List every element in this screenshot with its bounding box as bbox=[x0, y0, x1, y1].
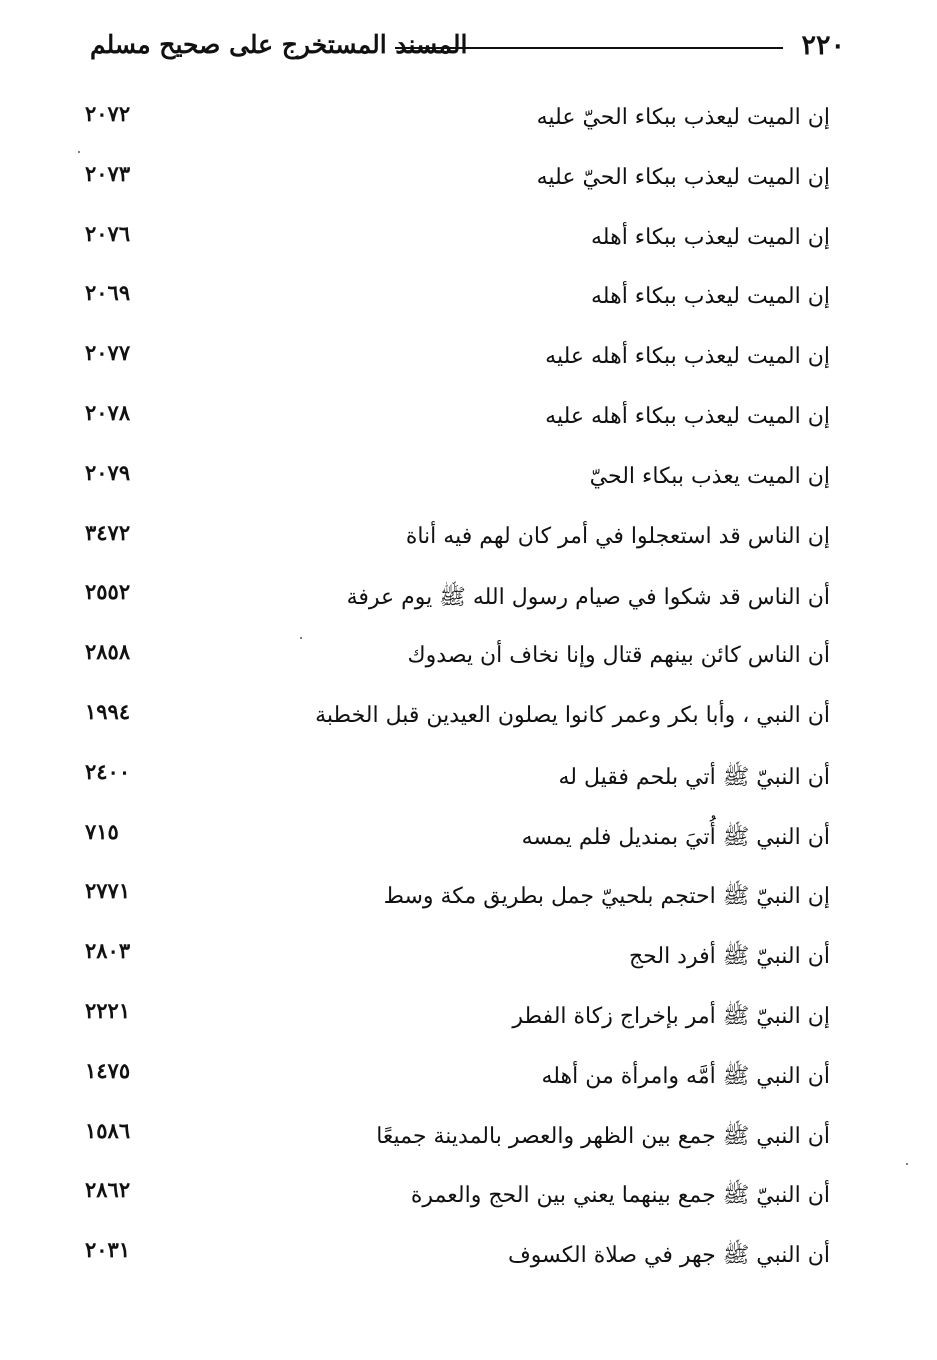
entry-text: أن النبي ﷺ جمع بين الظهر والعصر بالمدينة جميعًا bbox=[376, 1123, 830, 1149]
entry-text: إن الميت يعذب ببكاء الحيّ bbox=[589, 463, 830, 489]
entry-reference-number: ٢٠٣١ bbox=[85, 1237, 131, 1263]
entry-text: أن النبيّ ﷺ أفرد الحج bbox=[628, 944, 830, 970]
entry-reference-number: ٢٧٧١ bbox=[85, 878, 131, 904]
index-entry bbox=[85, 215, 830, 275]
entry-text: أن الناس قد شكوا في صيام رسول الله ﷺ يوم عرفة bbox=[346, 585, 830, 611]
entry-text: إن الميت ليعذب ببكاء أهله bbox=[591, 284, 830, 310]
entry-reference-number: ٢٨٦٢ bbox=[85, 1177, 131, 1203]
index-entry bbox=[85, 573, 830, 633]
entry-reference-number: ٢٥٥٢ bbox=[85, 579, 131, 605]
entry-reference-number: ١٥٨٦ bbox=[85, 1117, 131, 1143]
index-entry bbox=[85, 334, 830, 394]
index-entry bbox=[85, 514, 830, 574]
index-entry bbox=[85, 813, 830, 873]
page-number: ٢٢٠ bbox=[801, 30, 845, 61]
entry-reference-number: ٢٤٠٠ bbox=[85, 758, 131, 784]
entry-reference-number: ٣٤٧٢ bbox=[85, 519, 131, 545]
index-entry bbox=[85, 992, 830, 1052]
book-title: المسند المستخرج على صحيح مسلم bbox=[90, 30, 468, 59]
entry-text: إن الميت ليعذب ببكاء الحيّ عليه bbox=[536, 164, 830, 190]
index-entry bbox=[85, 454, 830, 514]
scan-speck bbox=[78, 151, 80, 153]
entry-reference-number: ٢٠٧٦ bbox=[85, 220, 131, 246]
entry-reference-number: ٢٠٧٩ bbox=[85, 459, 131, 485]
scan-speck bbox=[300, 637, 302, 639]
index-entry bbox=[85, 872, 830, 932]
entry-text: إن الناس قد استعجلوا في أمر كان لهم فيه أناة bbox=[405, 523, 830, 549]
entry-text: إن الميت ليعذب ببكاء أهله عليه bbox=[545, 344, 830, 370]
entry-text: إن الميت ليعذب ببكاء أهله bbox=[591, 224, 830, 250]
index-entry bbox=[85, 1171, 830, 1231]
running-header bbox=[90, 28, 845, 68]
entry-reference-number: ٢٠٦٩ bbox=[85, 280, 131, 306]
index-entry bbox=[85, 753, 830, 813]
index-entry bbox=[85, 1231, 830, 1291]
entry-reference-number: ٢٢٢١ bbox=[85, 997, 131, 1023]
entry-text: إن النبيّ ﷺ احتجم بلحييّ جمل بطريق مكة وسط bbox=[383, 884, 830, 910]
index-entry bbox=[85, 155, 830, 215]
entry-text: أن النبي ﷺ جهر في صلاة الكسوف bbox=[507, 1243, 830, 1269]
entry-text: إن النبيّ ﷺ أمر بإخراج زكاة الفطر bbox=[512, 1003, 830, 1029]
entry-text: إن الميت ليعذب ببكاء أهله عليه bbox=[545, 403, 830, 429]
index-entry bbox=[85, 633, 830, 693]
scan-speck bbox=[906, 1163, 908, 1165]
index-entry bbox=[85, 1052, 830, 1112]
entry-text: إن الميت ليعذب ببكاء الحيّ عليه bbox=[536, 105, 830, 130]
entry-reference-number: ٢٠٧٣ bbox=[85, 160, 131, 186]
entry-text: أن النبي ﷺ أُتيَ بمنديل فلم يمسه bbox=[521, 824, 830, 850]
entry-reference-number: ٧١٥ bbox=[85, 818, 119, 844]
entry-reference-number: ٢٨٥٨ bbox=[85, 639, 131, 665]
index-list bbox=[85, 95, 830, 1291]
entry-text: أن النبيّ ﷺ جمع بينهما يعني بين الحج والعمرة bbox=[410, 1183, 830, 1209]
entry-text: أن النبي ، وأبا بكر وعمر كانوا يصلون العيدين قبل الخطبة bbox=[315, 702, 830, 728]
index-entry bbox=[85, 693, 830, 753]
index-entry bbox=[85, 394, 830, 454]
index-entry bbox=[85, 274, 830, 334]
entry-reference-number: ٢٨٠٣ bbox=[85, 938, 131, 964]
index-entry bbox=[85, 932, 830, 992]
entry-text: أن النبيّ ﷺ أتي بلحم فقيل له bbox=[558, 764, 830, 790]
entry-reference-number: ٢٠٧٨ bbox=[85, 399, 131, 425]
entry-text: أن النبي ﷺ أمَّه وامرأة من أهله bbox=[541, 1063, 830, 1089]
index-entry bbox=[85, 1112, 830, 1172]
entry-reference-number: ٢٠٧٢ bbox=[85, 101, 131, 126]
entry-reference-number: ٢٠٧٧ bbox=[85, 340, 131, 366]
entry-text: أن الناس كائن بينهم قتال وإنا نخاف أن يصدوك bbox=[407, 643, 830, 669]
index-entry bbox=[85, 95, 830, 155]
entry-reference-number: ١٩٩٤ bbox=[85, 698, 131, 724]
entry-reference-number: ١٤٧٥ bbox=[85, 1057, 131, 1083]
